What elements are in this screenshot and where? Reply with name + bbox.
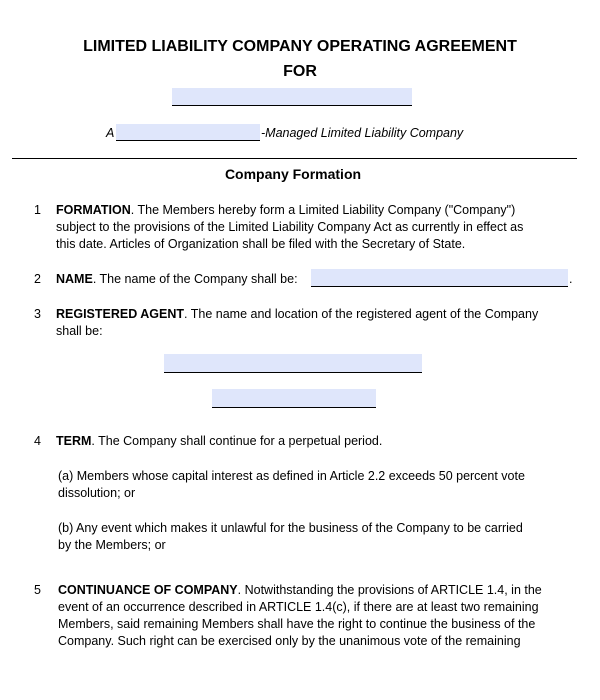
registered-agent-paragraph [56, 306, 538, 323]
continuance-paragraph [58, 582, 542, 599]
formation-paragraph [56, 202, 515, 219]
formation-text-line: this date. Articles of Organization shall be filed with the Secretary of State. [56, 237, 466, 251]
formation-text-line: subject to the provisions of the Limited Liability Company Act as currently in effect as [56, 220, 524, 234]
term-text: . The Company shall continue for a perpetual period. [91, 434, 383, 448]
continuance-text: Company. Such right can be exercised only by the unanimous vote of the remaining [58, 634, 521, 648]
continuance-text: event of an occurrence described in ARTICLE 1.4(c), if there are at least two remaining [58, 600, 539, 614]
managed-suffix: -Managed Limited Liability Company [261, 126, 464, 140]
formation-text-line: . The Members hereby form a Limited Liability Company ("Company") [130, 203, 516, 217]
document-title: LIMITED LIABILITY COMPANY OPERATING AGREEMENT [83, 38, 517, 55]
item-number: 4 [34, 434, 41, 448]
registered-agent-name-field[interactable] [164, 354, 422, 373]
formation-heading: FORMATION [56, 203, 131, 217]
header-divider [12, 158, 577, 159]
continuance-text: Members, said remaining Members shall have the right to continue the business of the [58, 617, 536, 631]
registered-agent-address-field[interactable] [212, 389, 376, 408]
continuance-heading: CONTINUANCE OF COMPANY [58, 583, 238, 597]
company-name-input-field[interactable] [311, 269, 568, 287]
section-title: Company Formation [224, 166, 362, 182]
document-title-for: FOR [283, 63, 317, 80]
name-trailing-period: . [569, 272, 573, 286]
item-number: 2 [34, 272, 41, 286]
item-number: 5 [34, 583, 41, 597]
management-type-field[interactable] [116, 124, 260, 141]
term-heading: TERM [56, 434, 92, 448]
continuance-text: . Notwithstanding the provisions of ARTICLE 1.4, in the [237, 583, 542, 597]
name-paragraph [56, 271, 298, 288]
name-text: . The name of the Company shall be: [92, 272, 298, 286]
managed-prefix: A [106, 126, 115, 140]
name-heading: NAME [56, 272, 93, 286]
registered-agent-heading: REGISTERED AGENT [56, 307, 185, 321]
term-sub-a: dissolution; or [58, 486, 136, 500]
item-number: 3 [34, 307, 41, 321]
term-paragraph [56, 433, 382, 450]
term-sub-b: by the Members; or [58, 538, 166, 552]
item-number: 1 [34, 203, 41, 217]
term-sub-b: (b) Any event which makes it unlawful for the business of the Company to be carried [58, 521, 523, 535]
registered-agent-text: shall be: [56, 324, 103, 338]
company-name-field[interactable] [172, 88, 412, 106]
term-sub-a: (a) Members whose capital interest as defined in Article 2.2 exceeds 50 percent vote [58, 469, 525, 483]
registered-agent-text: . The name and location of the registered agent of the Company [184, 307, 539, 321]
